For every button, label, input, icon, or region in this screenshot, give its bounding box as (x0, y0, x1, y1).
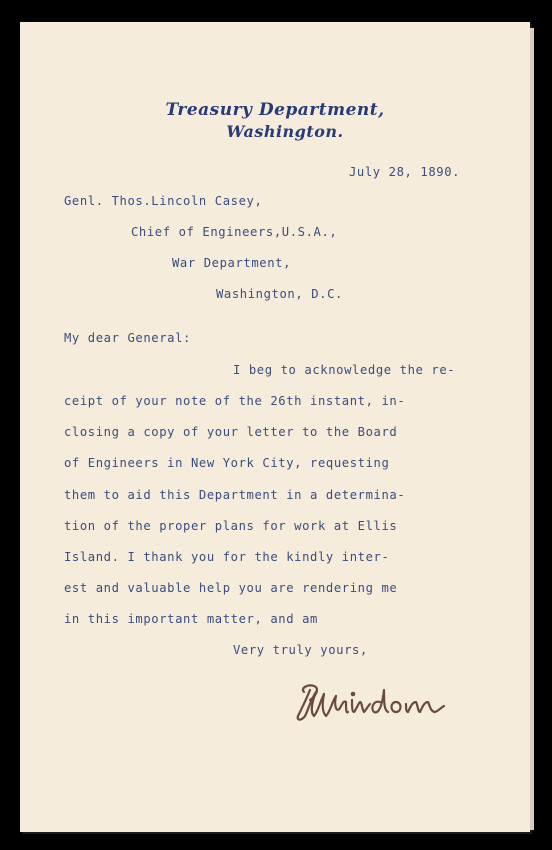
recipient-title: Chief of Engineers,U.S.A., (131, 225, 338, 239)
body-line: tion of the proper plans for work at Ellis (64, 519, 398, 533)
recipient-city: Washington, D.C. (216, 287, 343, 301)
body-line: them to aid this Department in a determina- (64, 488, 406, 502)
letter-date: July 28, 1890. (349, 165, 461, 179)
closing: Very truly yours, (233, 643, 368, 657)
body-line: Island. I thank you for the kindly inter- (64, 550, 390, 564)
body-line: ceipt of your note of the 26th instant, in- (64, 394, 406, 408)
body-line: I beg to acknowledge the re- (233, 363, 456, 377)
body-line: in this important matter, and am (64, 612, 318, 626)
paper-edge (530, 28, 534, 830)
body-line: of Engineers in New York City, requesting (64, 456, 390, 470)
letterhead-city: Washington. (226, 122, 344, 141)
body-line: closing a copy of your letter to the Board (64, 425, 398, 439)
letterhead-department: Treasury Department, (165, 100, 385, 120)
salutation: My dear General: (64, 331, 191, 345)
recipient-department: War Department, (172, 256, 292, 270)
letter-sheet (20, 22, 530, 832)
handwritten-signature (290, 672, 460, 732)
recipient-name: Genl. Thos.Lincoln Casey, (64, 194, 263, 208)
body-line: est and valuable help you are rendering me (64, 581, 398, 595)
